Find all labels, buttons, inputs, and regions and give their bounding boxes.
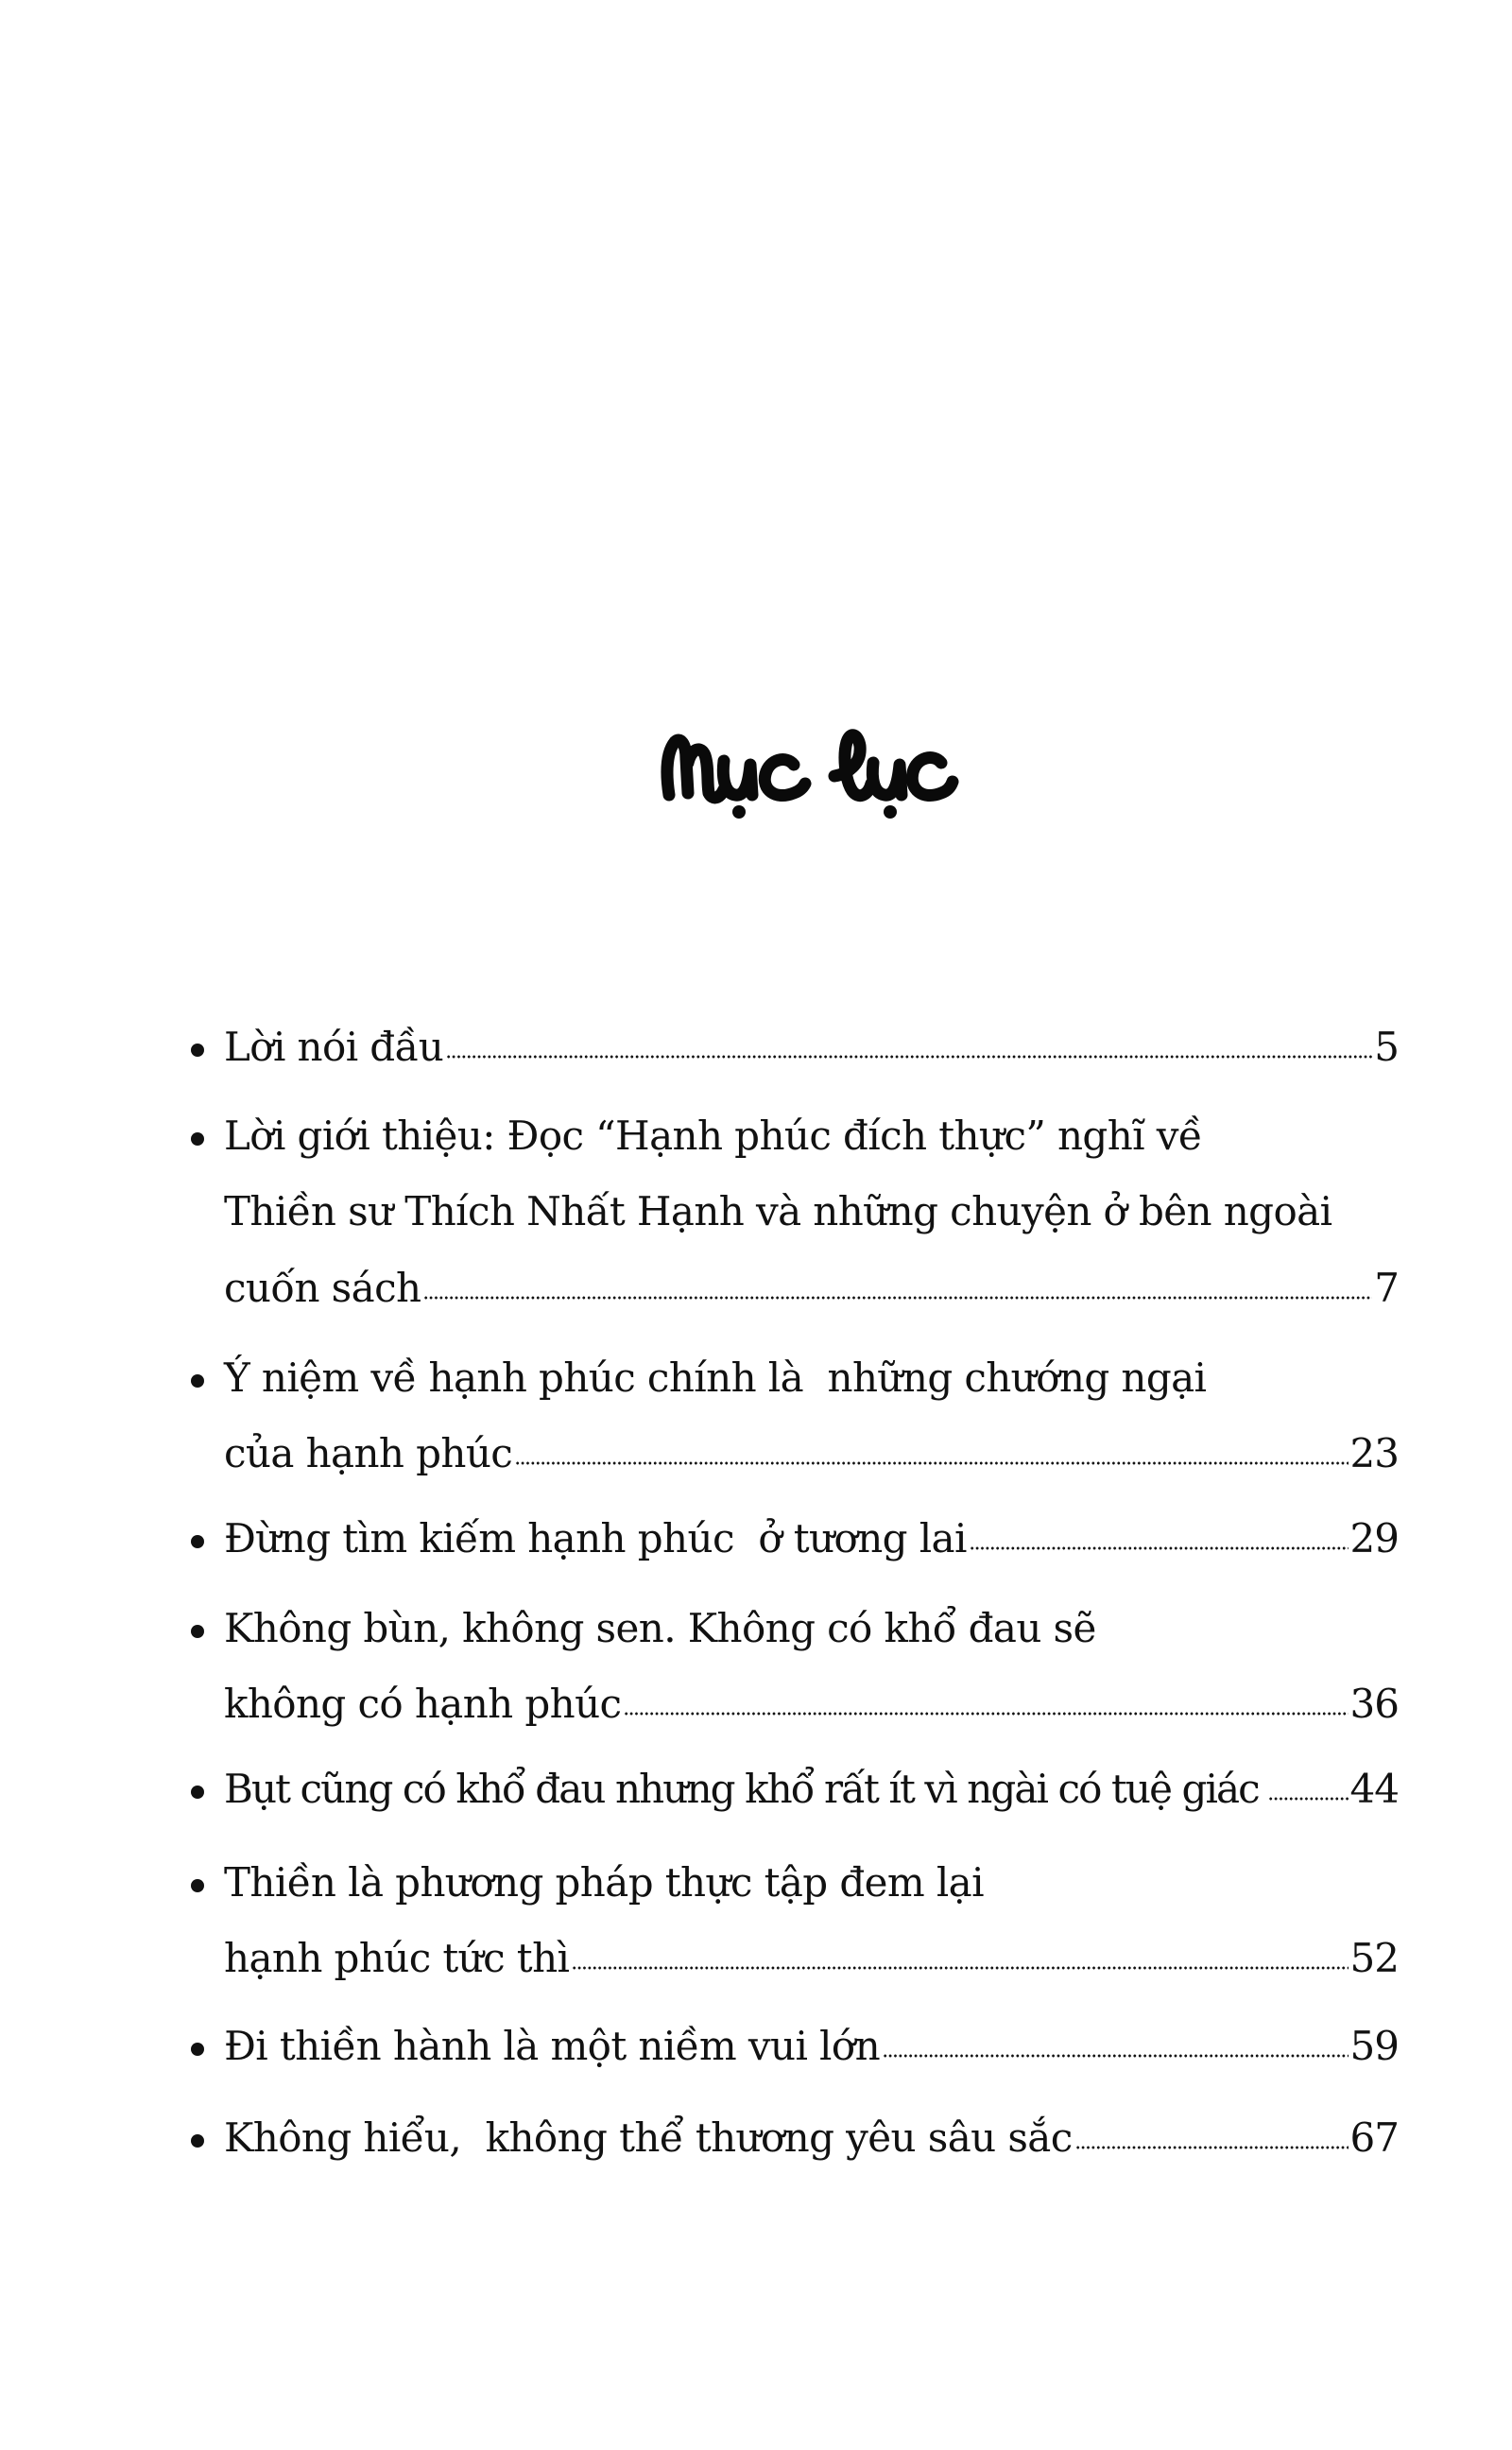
toc-entry-title: Không hiểu, không thể thương yêu sâu sắc [224,2114,1073,2161]
dot-leader [624,1712,1348,1716]
toc-entry-line [224,1024,1399,1070]
dot-leader [515,1461,1348,1465]
bullet-icon [191,2134,204,2148]
dot-leader [1268,1797,1349,1801]
toc-entry-title: Thiền là phương pháp thực tập đem lại [224,1859,984,1906]
toc-entry-line [224,1188,1399,1234]
toc-entry-line [224,1430,1399,1476]
toc-entry-line [224,1515,1399,1561]
toc-entry-title-continued: không có hạnh phúc [224,1681,622,1727]
bullet-icon [191,1625,204,1638]
toc-page-number: 44 [1349,1766,1399,1812]
bullet-icon [191,1044,204,1057]
toc-entry-title: Đi thiền hành là một niềm vui lớn [224,2023,881,2069]
toc-entry-line [224,1605,1399,1651]
toc-page-number: 29 [1349,1515,1399,1561]
dot-leader [1075,2146,1349,2149]
toc-entry-title: Không bùn, không sen. Không có khổ đau sẽ [224,1605,1096,1651]
bullet-icon [191,1132,204,1146]
toc-entry-line [224,1354,1399,1401]
page-title-text [652,714,973,822]
toc-page-number: 7 [1374,1265,1399,1311]
dot-leader [970,1546,1349,1550]
bullet-icon [191,1535,204,1548]
bullet-icon [191,1879,204,1892]
toc-entry-title-continued: hạnh phúc tức thì [224,1935,570,1981]
toc-entry-title: Đừng tìm kiếm hạnh phúc ở tương lai [224,1515,967,1561]
toc-entry-line [224,1113,1399,1159]
bullet-icon [191,1374,204,1388]
toc-entry-line [224,1265,1399,1311]
toc-page-number: 5 [1374,1024,1399,1070]
toc-entry-line [224,1859,1399,1906]
toc-page-number: 52 [1349,1935,1399,1981]
page-title [652,714,973,822]
bullet-icon [191,2043,204,2056]
toc-entry-title-continued: của hạnh phúc [224,1430,513,1476]
toc-entry-line [224,2114,1399,2161]
toc-page-number: 67 [1349,2114,1399,2161]
toc-page-number: 23 [1349,1430,1399,1476]
dot-leader [572,1966,1348,1970]
toc-entry-line [224,1935,1399,1981]
toc-entry-title-continued: Thiền sư Thích Nhất Hạnh và những chuyện ở bên ngoài [224,1188,1332,1234]
toc-entry-title-continued: cuốn sách [224,1265,421,1311]
dot-leader [423,1296,1372,1300]
toc-entry-title: Lời giới thiệu: Đọc “Hạnh phúc đích thực” nghĩ về [224,1113,1203,1159]
toc-entry-title: Ý niệm về hạnh phúc chính là những chướng ngại [224,1354,1207,1401]
toc-entry-title: Lời nói đầu [224,1024,444,1070]
dot-leader [446,1055,1372,1059]
dot-leader [883,2054,1349,2058]
toc-entry-title: Bụt cũng có khổ đau nhưng khổ rất ít vì ngài có tuệ giác [224,1766,1259,1812]
toc-page-number: 59 [1349,2023,1399,2069]
bullet-icon [191,1786,204,1799]
toc-entry-line [224,1766,1399,1812]
toc-page-number: 36 [1349,1681,1399,1727]
toc-entry-line [224,2023,1399,2069]
toc-entry-line [224,1681,1399,1727]
